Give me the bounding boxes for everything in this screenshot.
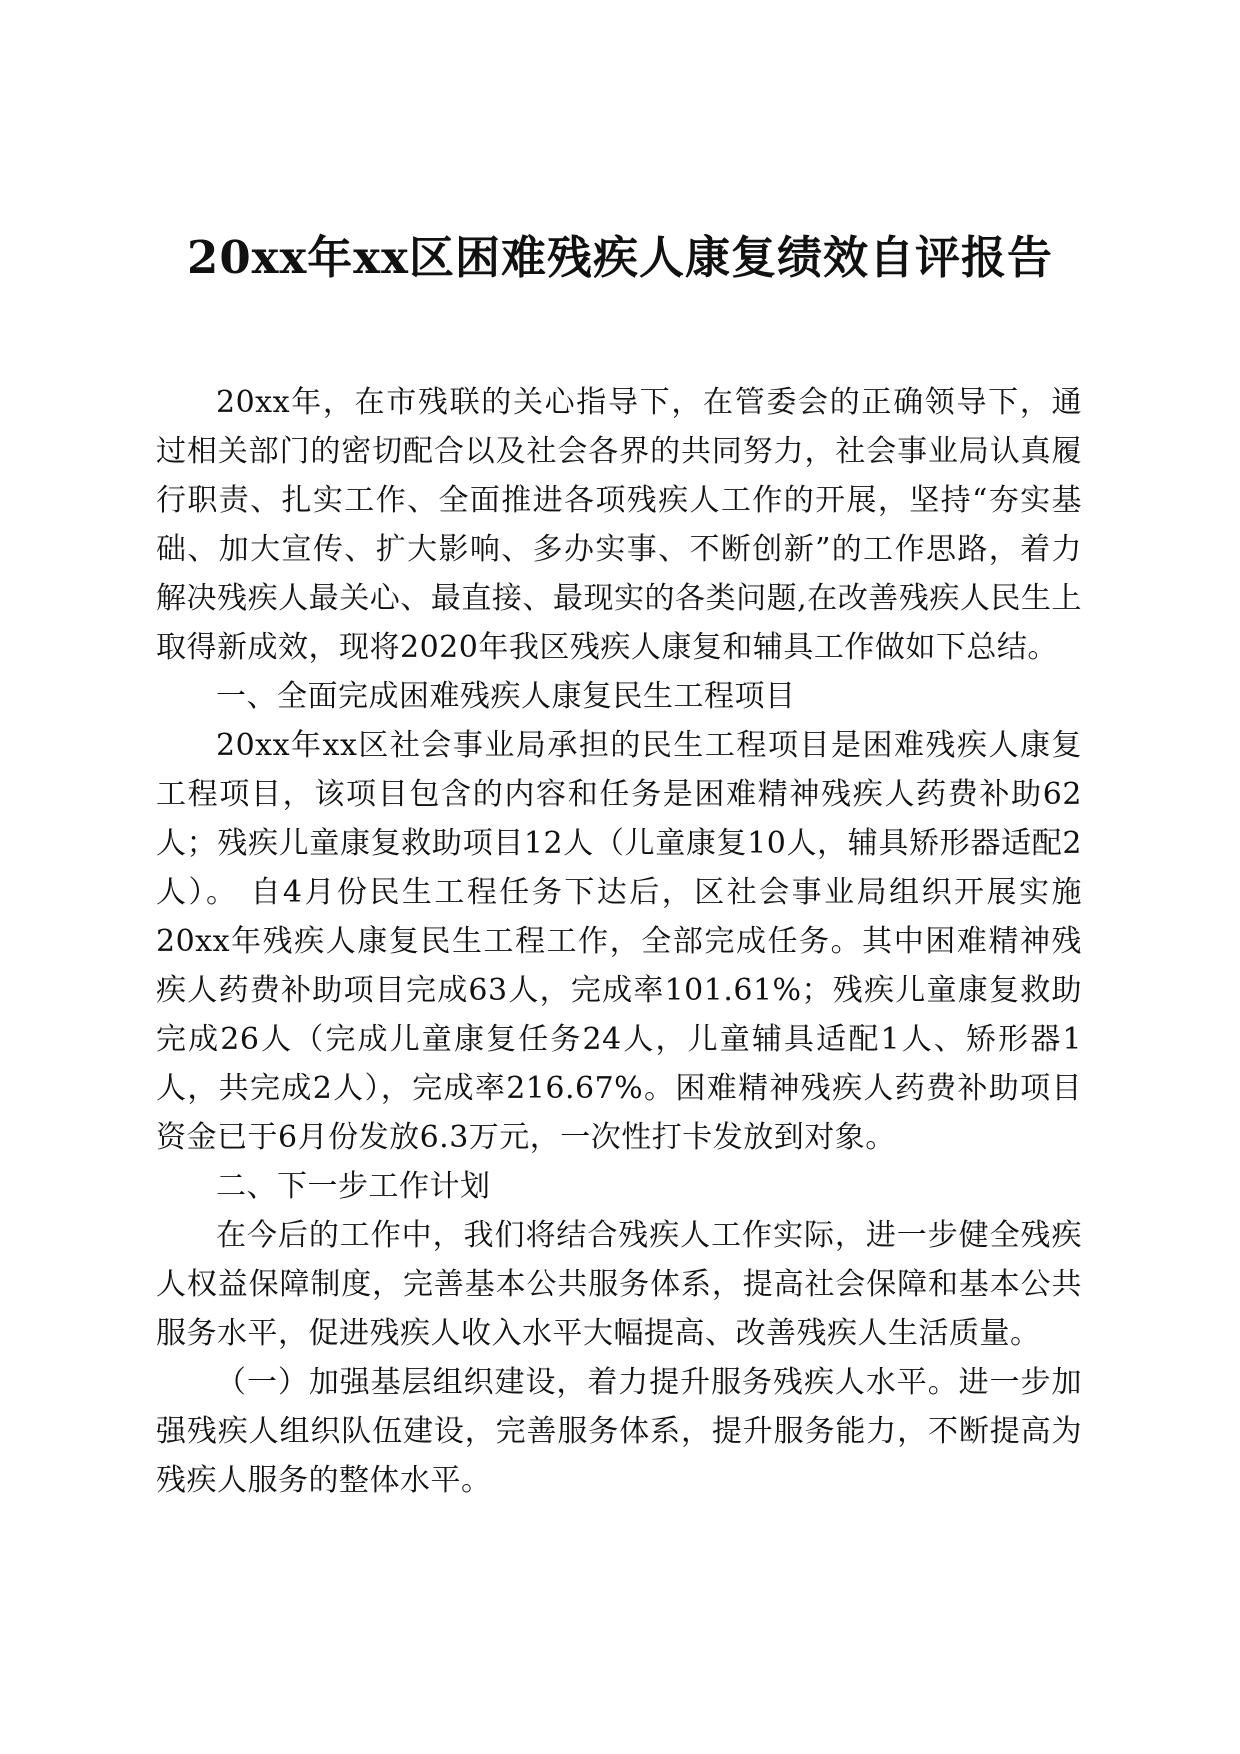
intro-paragraph: 20xx年，在市残联的关心指导下，在管委会的正确领导下，通过相关部门的密切配合以及社会各界的共同努力，社会事业局认真履行职责、扎实工作、全面推进各项残疾人工作的开展，坚持“夯实基础、加大宣传、扩大影响、多办实事、不断创新”的工作思路，着力解决残疾人最关心、最直接、最现实的各类问题,在改善残疾人民生上取得新成效，现将2020年我区残疾人康复和辅具工作做如下总结。	[156, 385, 1082, 665]
subsection-1-paragraph: （一）加强基层组织建设，着力提升服务残疾人水平。进一步加强残疾人组织队伍建设，完善服务体系，提升服务能力，不断提高为残疾人服务的整体水平。	[156, 1365, 1082, 1498]
document-body	[156, 378, 1082, 1505]
section-2-paragraph: 在今后的工作中，我们将结合残疾人工作实际，进一步健全残疾人权益保障制度，完善基本公共服务体系，提高社会保障和基本公共服务水平，促进残疾人收入水平大幅提高、改善残疾人生活质量。	[156, 1218, 1082, 1351]
document-title: 20xx年xx区困难残疾人康复绩效自评报告	[187, 231, 1053, 284]
section-heading-1: 一、全面完成困难残疾人康复民生工程项目	[216, 679, 796, 714]
section-heading-2: 二、下一步工作计划	[216, 1169, 491, 1204]
section-1-paragraph: 20xx年xx区社会事业局承担的民生工程项目是困难残疾人康复工程项目，该项目包含的内容和任务是困难精神残疾人药费补助62人；残疾儿童康复救助项目12人（儿童康复10人，辅具矫形器适配2人）。 自4月份民生工程任务下达后，区社会事业局组织开展实施20xx年残疾人康复民生工程工作，全部完成任务。其中困难精神残疾人药费补助项目完成63人，完成率101.61%；残疾儿童康复救助完成26人（完成儿童康复任务24人，儿童辅具适配1人、矫形器1人，共完成2人），完成率216.67%。困难精神残疾人药费补助项目资金已于6月份发放6.3万元，一次性打卡发放到对象。	[156, 728, 1082, 1155]
